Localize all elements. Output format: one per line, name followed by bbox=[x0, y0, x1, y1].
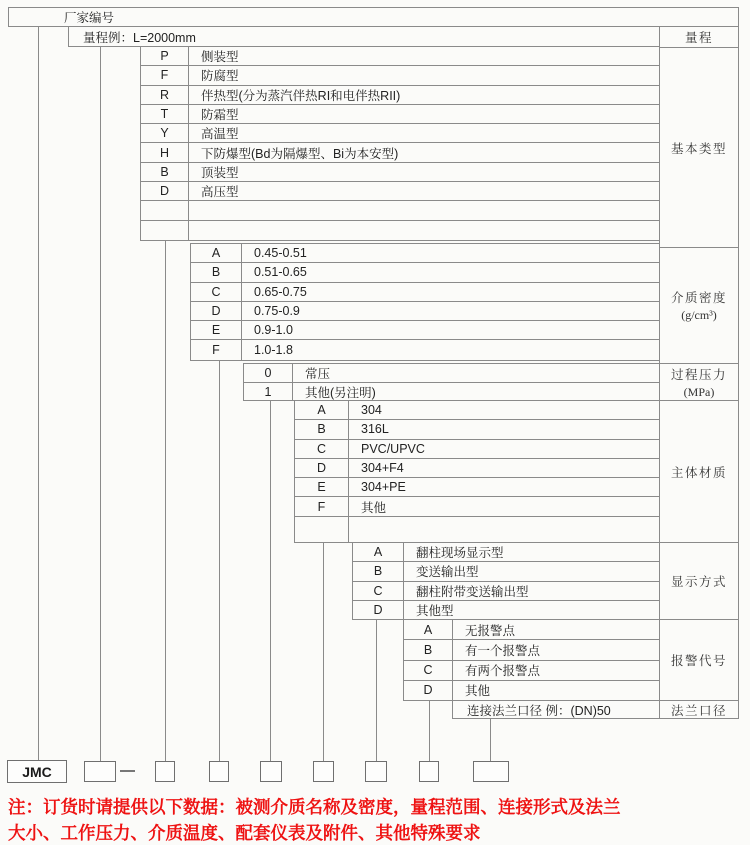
label-basic-type: 基本类型 bbox=[660, 48, 738, 248]
desc-cell: 顶装型 bbox=[201, 165, 239, 180]
desc-cell: 常压 bbox=[305, 366, 331, 381]
table-row bbox=[295, 497, 659, 516]
model-prefix-box bbox=[7, 760, 67, 783]
code-cell bbox=[295, 517, 349, 542]
body-material-table bbox=[294, 400, 660, 543]
label-alarm-code: 报警代号 bbox=[660, 620, 738, 701]
code-cell: E bbox=[191, 321, 242, 339]
desc-cell: 无报警点 bbox=[465, 623, 516, 638]
code-cell: B bbox=[141, 163, 189, 181]
table-row bbox=[244, 364, 659, 383]
dash-separator bbox=[120, 770, 135, 772]
table-row bbox=[191, 321, 659, 340]
connector-line-material bbox=[323, 542, 324, 761]
code-cell: H bbox=[141, 143, 189, 161]
code-cell: A bbox=[353, 543, 404, 561]
table-row bbox=[141, 182, 659, 201]
code-cell: F bbox=[191, 340, 242, 360]
code-cell: D bbox=[404, 681, 453, 700]
table-row bbox=[295, 459, 659, 478]
table-row bbox=[295, 420, 659, 439]
medium-density-table bbox=[190, 243, 660, 361]
code-box-density bbox=[209, 761, 229, 782]
code-cell: R bbox=[141, 86, 189, 104]
desc-cell: 高温型 bbox=[201, 127, 239, 142]
code-cell: B bbox=[295, 420, 349, 438]
table-row bbox=[295, 440, 659, 459]
desc-cell bbox=[189, 221, 659, 240]
manufacturer-number-row bbox=[8, 7, 739, 27]
table-row bbox=[353, 601, 659, 619]
desc-cell: 其他 bbox=[465, 684, 491, 699]
desc-cell: 翻柱现场显示型 bbox=[416, 546, 504, 561]
code-cell: A bbox=[404, 620, 453, 639]
flange-size-row bbox=[452, 700, 660, 719]
table-row bbox=[404, 640, 659, 660]
code-cell: E bbox=[295, 478, 349, 496]
desc-cell: 316L bbox=[361, 422, 389, 437]
table-row-empty bbox=[295, 517, 659, 542]
category-label-column bbox=[659, 26, 739, 719]
code-cell: B bbox=[404, 640, 453, 659]
table-row bbox=[141, 47, 659, 66]
desc-cell: 高压型 bbox=[201, 185, 239, 200]
connector-line-basic-type bbox=[165, 240, 166, 761]
table-row bbox=[404, 661, 659, 681]
desc-cell: 0.75-0.9 bbox=[254, 304, 300, 319]
connector-line-flange bbox=[490, 718, 491, 761]
desc-cell: 304 bbox=[361, 403, 382, 418]
connector-line-range bbox=[100, 47, 101, 761]
table-row bbox=[191, 283, 659, 302]
desc-cell: 侧装型 bbox=[201, 50, 239, 65]
table-row bbox=[244, 383, 659, 401]
basic-type-table bbox=[140, 46, 660, 241]
code-cell: C bbox=[295, 440, 349, 458]
table-row bbox=[141, 66, 659, 85]
table-row bbox=[141, 86, 659, 105]
table-row bbox=[141, 105, 659, 124]
desc-cell: 0.51-0.65 bbox=[254, 265, 307, 280]
desc-cell: 翻柱附带变送输出型 bbox=[416, 584, 529, 599]
flange-size-text: 连接法兰口径 例：(DN)50 bbox=[467, 703, 611, 718]
code-cell: F bbox=[141, 66, 189, 84]
code-cell: 1 bbox=[244, 383, 293, 401]
desc-cell: 304+F4 bbox=[361, 461, 404, 476]
code-box-pressure bbox=[260, 761, 282, 782]
code-cell: C bbox=[191, 283, 242, 301]
table-row bbox=[353, 543, 659, 562]
table-row bbox=[353, 562, 659, 581]
code-cell: T bbox=[141, 105, 189, 123]
ordering-note-line1: 注：订货时请提供以下数据：被测介质名称及密度，量程范围、连接形式及法兰 bbox=[8, 797, 621, 817]
code-box-flange bbox=[473, 761, 509, 782]
code-box-material bbox=[313, 761, 334, 782]
connector-line-manufacturer bbox=[38, 27, 39, 761]
desc-cell: 0.45-0.51 bbox=[254, 246, 307, 261]
table-row bbox=[295, 478, 659, 497]
desc-cell: 其他(另注明) bbox=[305, 385, 376, 400]
code-cell: D bbox=[353, 601, 404, 619]
range-example-label: 量程例：L=2000mm bbox=[83, 30, 196, 45]
table-row bbox=[141, 124, 659, 143]
label-medium-density: 介质密度 (g/cm³) bbox=[660, 248, 738, 364]
label-body-material: 主体材质 bbox=[660, 401, 738, 543]
code-box-display bbox=[365, 761, 387, 782]
table-row bbox=[191, 263, 659, 282]
table-row bbox=[295, 401, 659, 420]
code-cell bbox=[141, 201, 189, 219]
desc-cell bbox=[189, 201, 659, 219]
manufacturer-number-label: 厂家编号 bbox=[64, 11, 115, 25]
code-cell: C bbox=[404, 661, 453, 680]
code-cell: 0 bbox=[244, 364, 293, 382]
range-example-row bbox=[68, 26, 660, 47]
label-range: 量程 bbox=[660, 27, 738, 48]
desc-cell: 防霜型 bbox=[201, 108, 239, 123]
desc-cell: 304+PE bbox=[361, 480, 406, 495]
code-box-range bbox=[84, 761, 116, 782]
code-cell: Y bbox=[141, 124, 189, 142]
display-mode-table bbox=[352, 542, 660, 620]
label-display-mode: 显示方式 bbox=[660, 543, 738, 620]
desc-cell: 其他 bbox=[361, 500, 387, 515]
code-cell: A bbox=[191, 244, 242, 262]
desc-cell: 1.0-1.8 bbox=[254, 343, 293, 358]
desc-cell bbox=[349, 517, 659, 542]
desc-cell: 变送输出型 bbox=[416, 565, 479, 580]
code-cell bbox=[141, 221, 189, 240]
code-cell: D bbox=[191, 302, 242, 320]
code-cell: D bbox=[295, 459, 349, 477]
connector-line-alarm bbox=[429, 700, 430, 761]
code-cell: F bbox=[295, 497, 349, 515]
code-cell: C bbox=[353, 582, 404, 600]
code-cell: P bbox=[141, 47, 189, 65]
table-row bbox=[141, 143, 659, 162]
connector-line-display bbox=[376, 619, 377, 761]
code-box-basic-type bbox=[155, 761, 175, 782]
desc-cell: 防腐型 bbox=[201, 69, 239, 84]
desc-cell: 下防爆型(Bd为隔爆型、Bi为本安型) bbox=[201, 146, 399, 161]
connector-line-density bbox=[219, 360, 220, 761]
table-row bbox=[191, 340, 659, 360]
table-row bbox=[404, 620, 659, 640]
code-box-alarm bbox=[419, 761, 439, 782]
label-flange-size: 法兰口径 bbox=[670, 704, 727, 718]
table-row bbox=[191, 244, 659, 263]
alarm-code-table bbox=[403, 619, 660, 701]
desc-cell: 有一个报警点 bbox=[465, 643, 541, 658]
table-row bbox=[191, 302, 659, 321]
connector-line-pressure bbox=[270, 400, 271, 761]
model-prefix-text: JMC bbox=[22, 763, 52, 780]
process-pressure-table bbox=[243, 363, 660, 401]
table-row bbox=[404, 681, 659, 700]
table-row bbox=[353, 582, 659, 601]
desc-cell: 其他型 bbox=[416, 603, 454, 618]
desc-cell: 伴热型(分为蒸汽伴热RI和电伴热RII) bbox=[201, 88, 401, 103]
code-cell: B bbox=[353, 562, 404, 580]
desc-cell: 有两个报警点 bbox=[465, 664, 541, 679]
code-cell: D bbox=[141, 182, 189, 200]
desc-cell: PVC/UPVC bbox=[361, 441, 425, 456]
table-row bbox=[141, 163, 659, 182]
desc-cell: 0.65-0.75 bbox=[254, 284, 307, 299]
table-row-empty bbox=[141, 221, 659, 240]
table-row-empty bbox=[141, 201, 659, 220]
ordering-note-line2: 大小、工作压力、介质温度、配套仪表及附件、其他特殊要求 bbox=[8, 823, 481, 843]
ordering-note bbox=[8, 794, 750, 845]
code-cell: A bbox=[295, 401, 349, 419]
desc-cell: 0.9-1.0 bbox=[254, 323, 293, 338]
label-process-pressure: 过程压力 (MPa) bbox=[660, 364, 738, 401]
code-cell: B bbox=[191, 263, 242, 281]
